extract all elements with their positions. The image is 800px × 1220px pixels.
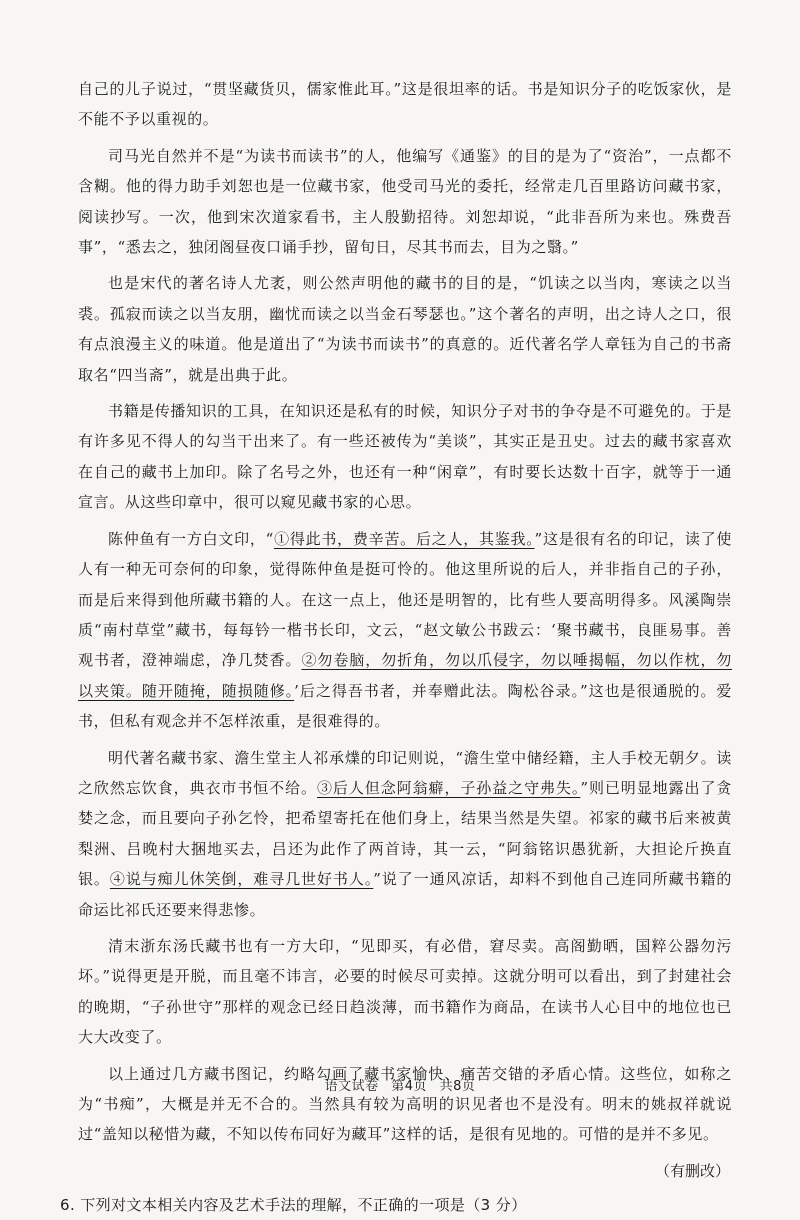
underlined-quote: ③后人但念阿翁癖，子孙益之守弗失。 bbox=[316, 778, 581, 797]
paragraph-text: ”这是很有名的印记，读了使人有一种无可奈何的印象，觉得陈仲鱼是挺可怜的。他这里所说的后人，并非指自己的子孙，而是后来得到他所藏书籍的人。在这一点上，他还是明智的，比有些人要高明得多。风溪陶崇质“南村草堂”藏书，每每钤一楷书长印，文云，“赵文敏公书跋云：‘聚书藏书，良匪易事。善观书者，澄神端虑，净几焚香。 bbox=[78, 529, 732, 670]
paragraph bbox=[78, 931, 732, 1053]
paragraph bbox=[78, 396, 732, 518]
page-footer bbox=[0, 1075, 800, 1094]
footer-total: 共8页 bbox=[439, 1079, 476, 1094]
paragraph-text: ’后之得吾书者，并奉赠此法。陶松谷录。”这也是很通脱的。爱书，但私有观念并不怎样浓重，是很难得的。 bbox=[78, 681, 732, 731]
paragraph-text: 明代著名藏书家、澹生堂主人祁承㸁的印记则说，“澹生堂中储经籍，主人手校无朝夕。读之欣然忘饮食，典衣市书恒不给。 bbox=[78, 748, 732, 797]
underlined-quote: ②勿卷脑，勿折角，勿以爪侵字，勿以唾揭幅，勿以作枕，勿以夹策。随开随掩，随损随修。 bbox=[78, 651, 733, 700]
paragraph-text: 以上通过几方藏书图记，约略勾画了藏书家愉快、痛苦交错的矛盾心情。这些位，如称之为“书痴”，大概是并无不合的。当然具有较为高明的识见者也不是没有。明末的姚叔祥就说过“盖知以秘惜为藏，不知以传布同好为藏耳”这样的话，是很有见地的。可惜的是并不多见。 bbox=[78, 1064, 732, 1144]
paragraph-text: 书籍是传播知识的工具，在知识还是私有的时候，知识分子对书的争夺是不可避免的。于是有许多见不得人的勾当干出来了。有一些还被传为“美谈”，其实正是丑史。过去的藏书家喜欢在自己的藏书上加印。除了名号之外，也还有一种“闲章”，有时要长达数十百字，就等于一通宣言。从这些印章中，很可以窥见藏书家的心思。 bbox=[78, 402, 733, 512]
paragraph bbox=[78, 74, 732, 135]
underlined-quote: ④说与痴儿休笑倒，难寻几世好书人。 bbox=[109, 870, 374, 889]
paragraph-text: 司马光自然并不是“为读书而读书”的人，他编写《通鉴》的目的是为了“资治”，一点都不含糊。他的得力助手刘恕也是一位藏书家，他受司马光的委托，经常走几百里路访问藏书家，阅读抄写。一次，他到宋次道家看书，主人殷勤招待。刘恕却说，“此非吾所为来也。殊费吾事”，“悉去之，独闭阁昼夜口诵手抄，留旬日，尽其书而去，目为之翳。” bbox=[78, 146, 732, 257]
paragraph-text: 陈仲鱼有一方白文印，“ bbox=[108, 529, 274, 548]
footer-page: 第4页 bbox=[391, 1079, 427, 1094]
paragraph-text: 清末浙东汤氏藏书也有一方大印，“见即买，有必借，窘尽卖。高阁勤晒，国粹公器勿污坏。”说得更是开脱，而且毫不讳言，必要的时候尽可卖掉。这就分明可以看出，到了封建社会的晚期，“子孙世守”那样的观念已经日趋淡薄，而书籍作为商品，在读书人心目中的地位也已大大改变了。 bbox=[78, 936, 732, 1047]
paragraph-text: 自己的儿子说过，“贯坚藏货贝，儒家惟此耳。”这是很坦率的话。书是知识分子的吃饭家伙，是不能不予以重视的。 bbox=[78, 80, 732, 129]
paragraph bbox=[78, 1059, 732, 1150]
passage bbox=[60, 74, 733, 1220]
paragraph-text: ”说了一通风凉话，却料不到他自己连同所藏书籍的命运比祁氏还要来得悲惨。 bbox=[78, 870, 733, 919]
paragraph bbox=[78, 743, 732, 925]
footer-subject: 语文试卷 bbox=[324, 1079, 379, 1094]
paragraph bbox=[78, 524, 732, 737]
paragraph-text: 也是宋代的著名诗人尤袤，则公然声明他的藏书的目的是，“饥读之以当肉，寒读之以当裘。孤寂而读之以当友朋，幽忧而读之以当金石琴瑟也。”这个著名的声明，出之诗人之口，很有点浪漫主义的味道。他是道出了“为读书而读书”的真意的。近代著名学人章钰为自己的书斋取名“四当斋”，就是出典于此。 bbox=[78, 274, 732, 384]
paragraph bbox=[78, 141, 732, 263]
abridged-note: （有删改） bbox=[654, 1161, 730, 1180]
underlined-quote: ①得此书，费辛苦。后之人，其鉴我。 bbox=[273, 529, 535, 548]
question-6: 6. 下列对文本相关内容及艺术手法的理解，不正确的一项是（3 分） bbox=[60, 1195, 527, 1214]
paragraph bbox=[78, 268, 732, 390]
paragraph-text: ”则已明显地露出了贪婪之念，而且要向子孙乞怜，把希望寄托在他们身上，结果当然是失望。祁家的藏书后来被黄梨洲、吕晚村大捆地买去，吕还为此作了两首诗，其一云，“阿翁铭识愚犹新，大担论斤换直银。 bbox=[78, 778, 733, 889]
passage-body bbox=[78, 74, 732, 1150]
